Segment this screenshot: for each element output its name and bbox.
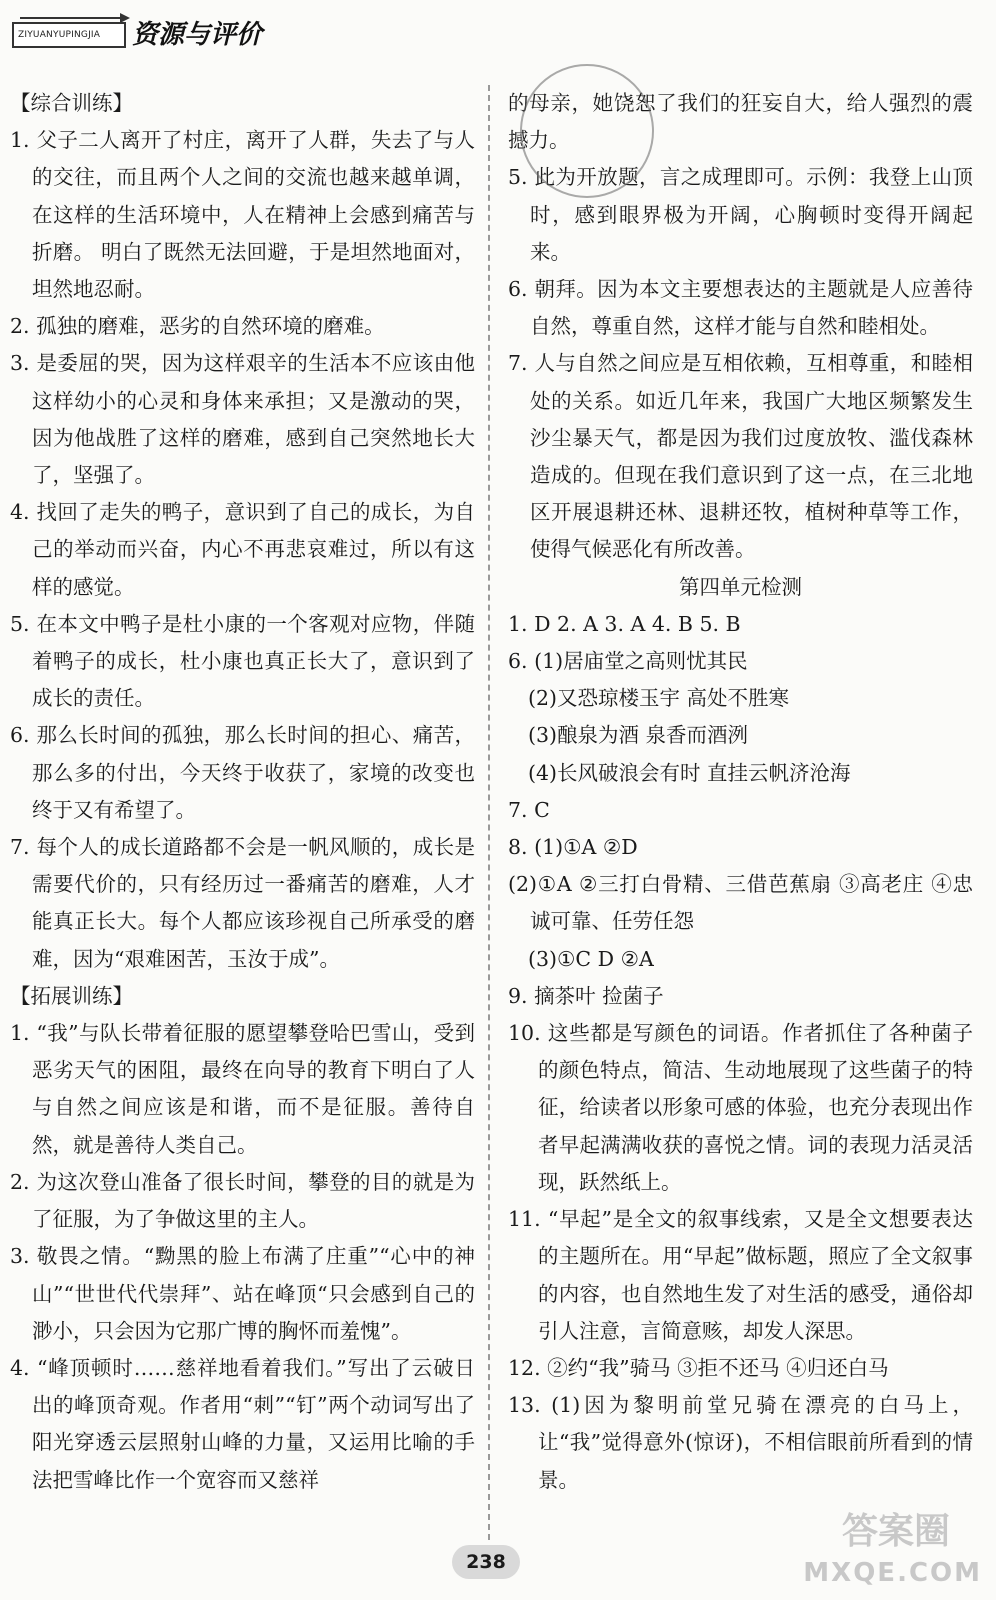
left-paragraph: 4. 找回了走失的鸭子，意识到了自己的成长，为自己的举动而兴奋，内心不再悲哀难过，所以有这样的感觉。 [10,500,475,599]
right-paragraph: 第四单元检测 [679,574,802,599]
right-paragraph: 8. (1)①A ②D [508,835,638,860]
header-pinyin: ZIYUANYUPINGJIA [18,30,101,40]
stamp-mark [520,64,654,198]
right-paragraph: (2)①A ②三打白骨精、三借芭蕉扇 ③高老庄 ④忠诚可靠、任劳任怨 [508,872,973,934]
right-paragraph: (4)长风破浪会有时 直挂云帆济沧海 [528,760,851,785]
header-title: 资源与评价 [132,20,263,50]
left-paragraph: 6. 那么长时间的孤独，那么长时间的担心、痛苦，那么多的付出，今天终于收获了，家境的改变也终于又有希望了。 [10,723,475,822]
column-divider [488,85,490,1540]
left-paragraph: 3. 是委屈的哭，因为这样艰辛的生活本不应该由他这样幼小的心灵和身体来承担；又是激动的哭，因为他战胜了这样的磨难，感到自己突然地长大了，坚强了。 [10,351,475,488]
right-paragraph: 13. (1)因为黎明前堂兄骑在漂亮的白马上，让“我”觉得意外(惊讶)，不相信眼前所看到的情景。 [508,1393,973,1492]
right-paragraph: 7. C [508,797,550,822]
right-paragraph: 9. 摘茶叶 捡菌子 [508,983,664,1008]
left-column [10,85,475,1499]
left-paragraph: 1. “我”与队长带着征服的愿望攀登哈巴雪山，受到恶劣天气的困阻，最终在向导的教育下明白了人与自然之间应该是和谐，而不是征服。善待自然，就是善待人类自己。 [10,1021,475,1157]
left-paragraph: 7. 每个人的成长道路都不会是一帆风顺的，成长是需要代价的，只有经历过一番痛苦的磨难，人才能真正长大。每个人都应该珍视自己所承受的磨难，因为“艰难困苦，玉汝于成”。 [10,835,475,971]
right-paragraph: 6. (1)居庙堂之高则忧其民 [508,649,748,674]
left-paragraph: 3. 敬畏之情。“黝黑的脸上布满了庄重”“心中的神山”“世世代代崇拜”、站在峰顶“只会感到自己的渺小，只会因为它那广博的胸怀而羞愧”。 [10,1244,475,1343]
watermark-cn: 答案圈 [841,1510,950,1552]
right-paragraph: 10. 这些都是写颜色的词语。作者抓住了各种菌子的颜色特点，简洁、生动地展现了这些菌子的特征，给读者以形象可感的体验，也充分表现出作者早起满满收获的喜悦之情。词的表现力活灵活现，跃然纸上。 [508,1021,973,1194]
arrow-icon [20,12,130,24]
left-paragraph: 5. 在本文中鸭子是杜小康的一个客观对应物，伴随着鸭子的成长，杜小康也真正长大了，意识到了成长的责任。 [10,611,475,711]
left-paragraph: 2. 孤独的磨难，恶劣的自然环境的磨难。 [10,314,385,339]
right-paragraph: 12. ②约“我”骑马 ③拒不还马 ④归还白马 [508,1355,889,1380]
left-paragraph: 1. 父子二人离开了村庄，离开了人群，失去了与人的交往，而且两个人之间的交流也越来越单调，在这样的生活环境中，人在精神上会感到痛苦与折磨。 明白了既然无法回避，于是坦然地面对，坦然地忍耐。 [10,128,475,302]
left-paragraph: 2. 为这次登山准备了很长时间，攀登的目的就是为了征服，为了争做这里的主人。 [10,1169,475,1232]
left-paragraph: 【综合训练】 [10,91,133,115]
right-paragraph: 1. D 2. A 3. A 4. B 5. B [508,611,741,636]
left-paragraph: 【拓展训练】 [10,983,133,1008]
right-paragraph: 的母亲，她饶恕了我们的狂妄自大，给人强烈的震撼力。 [508,91,973,153]
left-paragraph: 4. “峰顶顿时……慈祥地看着我们。”写出了云破日出的峰顶奇观。作者用“刺”“钉”两个动词写出了阳光穿透云层照射山峰的力量，又运用比喻的手法把雪峰比作一个宽容而又慈祥 [10,1355,475,1492]
watermark-en: MXQE.COM [803,1558,982,1588]
right-paragraph: 7. 人与自然之间应是互相依赖，互相尊重，和睦相处的关系。如近几年来，我国广大地区频繁发生沙尘暴天气，都是因为我们过度放牧、滥伐森林造成的。但现在我们意识到了这一点，在三北地区开展退耕还林、退耕还牧，植树种草等工作，使得气候恶化有所改善。 [508,351,973,562]
right-paragraph: (3)酿泉为酒 泉香而酒洌 [528,723,749,748]
right-paragraph: (2)又恐琼楼玉宇 高处不胜寒 [528,686,790,711]
right-column [508,85,973,1499]
page-header [0,0,996,60]
watermark [782,1508,982,1588]
right-paragraph: 11. “早起”是全文的叙事线索，又是全文想要表达的主题所在。用“早起”做标题，照应了全文叙事的内容，也自然地生发了对生活的感受，通俗却引人注意，言简意赅，却发人深思。 [508,1207,973,1343]
right-paragraph: 5. 此为开放题，言之成理即可。示例：我登上山顶时，感到眼界极为开阔，心胸顿时变得开阔起来。 [508,165,973,264]
right-paragraph: 6. 朝拜。因为本文主要想表达的主题就是人应善待自然，尊重自然，这样才能与自然和睦相处。 [508,277,973,339]
page-number: 238 [452,1545,520,1579]
right-paragraph: (3)①C D ②A [528,946,654,971]
